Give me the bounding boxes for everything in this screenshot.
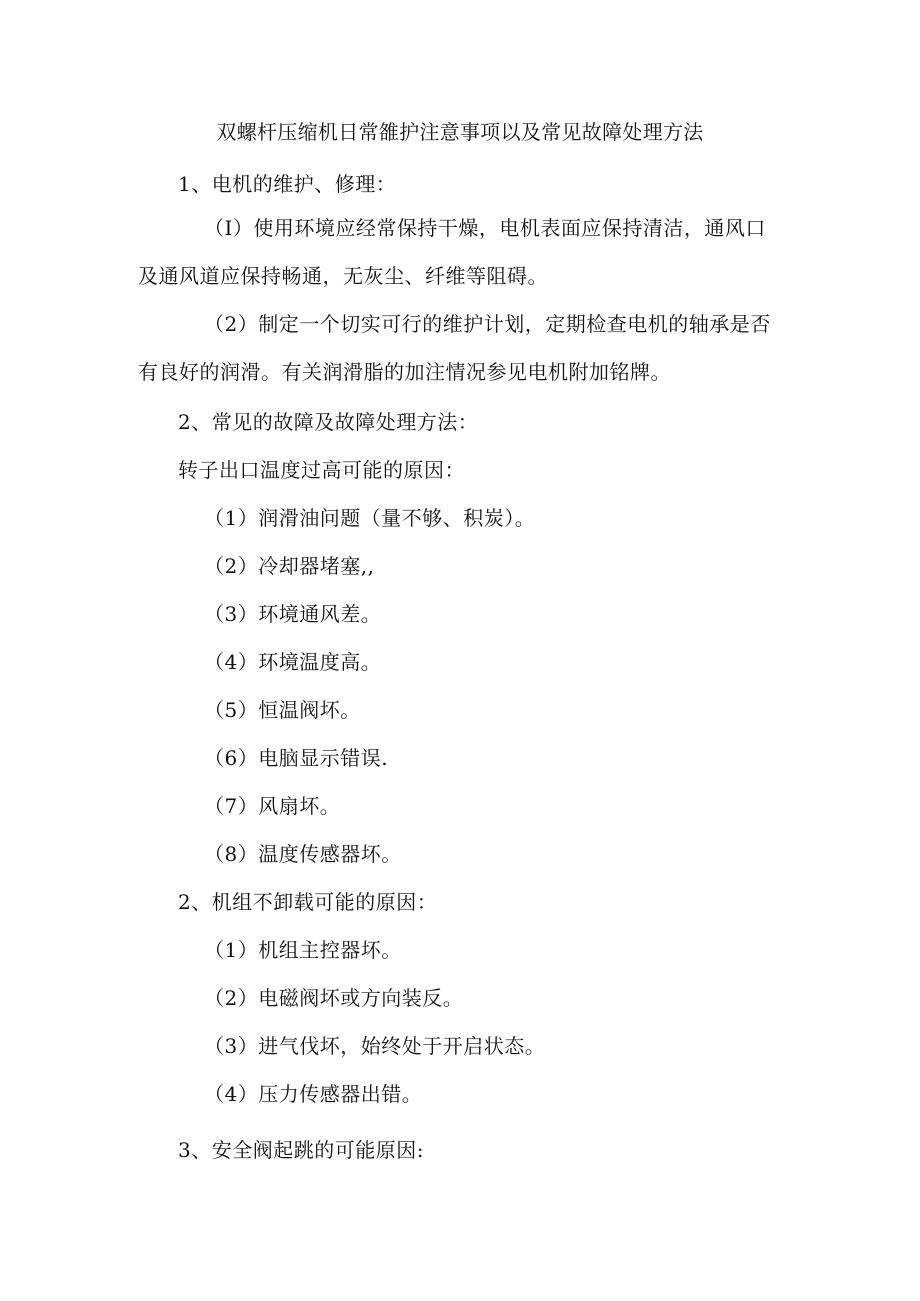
list-item: （1）机组主控器坏。 [204, 938, 402, 962]
list-item: （8）温度传感器坏。 [204, 842, 402, 866]
section-heading-faults: 2、常见的故障及故障处理方法： [178, 410, 479, 434]
list-item: （3）环境通风差。 [204, 602, 382, 626]
subheading-rotor-temp: 转子出口温度过高可能的原因： [178, 458, 465, 482]
list-item: （7）风扇坏。 [204, 794, 341, 818]
paragraph-line: 及通风道应保持畅通，无灰尘、纤维等阻碍。 [138, 264, 548, 288]
list-item: （3）进气伐坏，始终处于开启状态。 [204, 1034, 546, 1058]
paragraph-line: （I）使用环境应经常保持干燥，电机表面应保持清洁，通风口 [204, 216, 766, 240]
section-heading-safety-valve: 3、安全阀起跳的可能原因: [178, 1138, 424, 1162]
section-heading-motor: 1、电机的维护、修理： [178, 172, 397, 196]
paragraph-line: （2）制定一个切实可行的维护计划，定期检查电机的轴承是否 [204, 312, 771, 336]
list-item: （4）压力传感器出错。 [204, 1082, 423, 1106]
document-title: 双螺杆压缩机日常雒护注意事项以及常见故障处理方法 [216, 120, 704, 144]
list-item: （1）润滑油问题（量不够、积炭）。 [204, 506, 536, 530]
list-item: （2）电磁阀坏或方向装反。 [204, 986, 464, 1010]
list-item: （4）环境温度高。 [204, 650, 382, 674]
paragraph-line: 有良好的润滑。有关润滑脂的加注情况参见电机附加铭牌。 [138, 360, 671, 384]
list-item: （2）冷却器堵塞,, [204, 554, 375, 578]
list-item: （6）电脑显示错误. [204, 746, 389, 770]
list-item: （5）恒温阀坏。 [204, 698, 361, 722]
section-heading-no-unload: 2、机组不卸载可能的原因： [178, 890, 438, 914]
